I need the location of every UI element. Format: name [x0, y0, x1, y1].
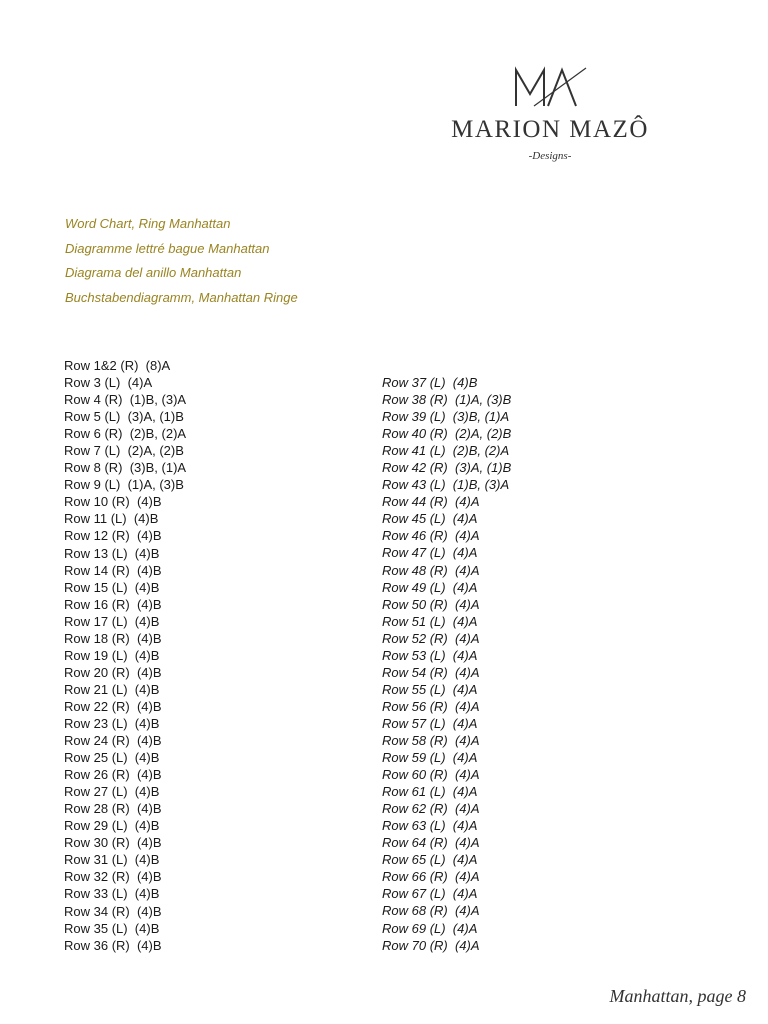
row-instruction: Row 46 (R) (4)A: [382, 528, 480, 544]
row-instruction: Row 20 (R) (4)B: [64, 664, 162, 680]
row-instruction: Row 41 (L) (2)B, (2)A: [382, 443, 510, 459]
row-instruction: Row 1&2 (R) (8)A: [64, 358, 171, 373]
row-instruction: Row 5 (L) (3)A, (1)B: [64, 409, 184, 425]
row-instruction: Row 16 (R) (4)B: [64, 596, 162, 612]
row-instruction: Row 10 (R) (4)B: [64, 494, 162, 510]
row-instruction: Row 56 (R) (4)A: [382, 698, 480, 714]
row-instruction: Row 15 (L) (4)B: [64, 579, 160, 595]
row-instruction: Row 58 (R) (4)A: [382, 732, 480, 748]
row-instruction: Row 11 (L) (4)B: [64, 511, 159, 527]
row-instruction: Row 68 (R) (4)A: [382, 903, 480, 919]
row-instruction: Row 28 (R) (4)B: [64, 801, 162, 817]
row-instruction: Row 23 (L) (4)B: [64, 715, 160, 731]
row-instruction: Row 25 (L) (4)B: [64, 750, 160, 766]
row-instruction: Row 21 (L) (4)B: [64, 681, 160, 697]
row-instruction: Row 33 (L) (4)B: [64, 886, 160, 902]
row-instruction: Row 32 (R) (4)B: [64, 869, 162, 885]
row-list-right: [382, 374, 511, 954]
brand-name: MARION MAZÔ: [451, 116, 649, 143]
row-instruction: Row 27 (L) (4)B: [64, 784, 160, 800]
brand-logo: [440, 64, 660, 164]
row-instruction: Row 42 (R) (3)A, (1)B: [382, 460, 512, 476]
row-instruction: Row 37 (L) (4)B: [382, 375, 478, 390]
row-instruction: Row 44 (R) (4)A: [382, 494, 480, 510]
row-instruction: Row 65 (L) (4)A: [382, 852, 478, 868]
row-instruction: Row 52 (R) (4)A: [382, 630, 480, 646]
title-german: Buchstabendiagramm, Manhattan Ringe: [65, 289, 298, 305]
row-instruction: Row 55 (L) (4)A: [382, 681, 478, 697]
monogram-logo-icon: [510, 66, 590, 110]
row-instruction: Row 6 (R) (2)B, (2)A: [64, 426, 187, 442]
row-instruction: Row 4 (R) (1)B, (3)A: [64, 392, 187, 408]
row-instruction: Row 53 (L) (4)A: [382, 647, 478, 663]
row-instruction: Row 19 (L) (4)B: [64, 647, 160, 663]
row-instruction: Row 3 (L) (4)A: [64, 375, 153, 391]
row-instruction: Row 22 (R) (4)B: [64, 698, 162, 714]
chart-titles: [65, 212, 298, 310]
title-spanish: Diagrama del anillo Manhattan: [65, 265, 242, 280]
row-instruction: Row 62 (R) (4)A: [382, 801, 480, 817]
row-instruction: Row 13 (L) (4)B: [64, 545, 160, 561]
row-instruction: Row 43 (L) (1)B, (3)A: [382, 477, 510, 493]
row-instruction: Row 30 (R) (4)B: [64, 835, 162, 851]
row-instruction: Row 36 (R) (4)B: [64, 937, 162, 953]
brand-subtitle: -Designs-: [528, 150, 572, 162]
row-instruction: Row 12 (R) (4)B: [64, 528, 162, 544]
row-instruction: Row 45 (L) (4)A: [382, 511, 478, 527]
row-instruction: Row 60 (R) (4)A: [382, 767, 480, 783]
row-instruction: Row 51 (L) (4)A: [382, 613, 478, 629]
row-list-left: [64, 357, 186, 954]
row-instruction: Row 35 (L) (4)B: [64, 920, 160, 936]
title-english: Word Chart, Ring Manhattan: [65, 216, 231, 231]
row-instruction: Row 61 (L) (4)A: [382, 784, 478, 800]
row-instruction: Row 69 (L) (4)A: [382, 920, 478, 936]
row-instruction: Row 66 (R) (4)A: [382, 869, 480, 885]
row-instruction: Row 64 (R) (4)A: [382, 835, 480, 851]
row-instruction: Row 14 (R) (4)B: [64, 562, 162, 578]
row-instruction: Row 17 (L) (4)B: [64, 613, 160, 629]
title-french: Diagramme lettré bague Manhattan: [65, 240, 270, 256]
row-instruction: Row 54 (R) (4)A: [382, 664, 480, 680]
row-instruction: Row 24 (R) (4)B: [64, 733, 162, 749]
row-instruction: Row 67 (L) (4)A: [382, 886, 478, 902]
page-footer: Manhattan, page 8: [609, 986, 746, 1006]
row-instruction: Row 8 (R) (3)B, (1)A: [64, 460, 187, 476]
row-instruction: Row 57 (L) (4)A: [382, 715, 478, 731]
row-instruction: Row 38 (R) (1)A, (3)B: [382, 392, 512, 408]
row-instruction: Row 29 (L) (4)B: [64, 818, 160, 834]
row-instruction: Row 70 (R) (4)A: [382, 937, 480, 953]
row-instruction: Row 9 (L) (1)A, (3)B: [64, 477, 184, 493]
row-instruction: Row 31 (L) (4)B: [64, 852, 160, 868]
row-instruction: Row 18 (R) (4)B: [64, 630, 162, 646]
row-instruction: Row 7 (L) (2)A, (2)B: [64, 443, 184, 459]
row-instruction: Row 49 (L) (4)A: [382, 579, 478, 595]
row-instruction: Row 26 (R) (4)B: [64, 767, 162, 783]
row-instruction: Row 50 (R) (4)A: [382, 596, 480, 612]
row-instruction: Row 34 (R) (4)B: [64, 903, 162, 919]
row-instruction: Row 39 (L) (3)B, (1)A: [382, 409, 510, 425]
row-instruction: Row 59 (L) (4)A: [382, 750, 478, 766]
row-instruction: Row 48 (R) (4)A: [382, 562, 480, 578]
row-instruction: Row 40 (R) (2)A, (2)B: [382, 426, 512, 442]
row-instruction: Row 47 (L) (4)A: [382, 545, 478, 561]
row-instruction: Row 63 (L) (4)A: [382, 818, 478, 834]
